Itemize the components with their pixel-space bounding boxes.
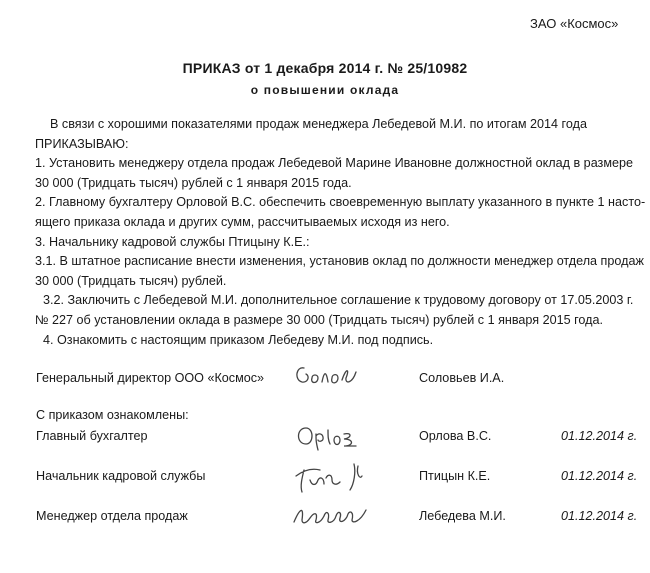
body-line: 2. Главному бухгалтеру Орловой В.С. обеспечить своевременную выплату указанного в пункте 1 насто- <box>35 195 646 210</box>
body-line: 1. Установить менеджеру отдела продаж Лебедевой Марине Ивановне должностной оклад в размере <box>35 156 633 171</box>
director-position: Генеральный директор ООО «Космос» <box>36 371 265 385</box>
body-line: 3. Начальнику кадровой службы Птицыну К.Е.: <box>35 234 310 249</box>
accountant-signature <box>294 420 360 454</box>
ack-date: 01.12.2014 г. <box>561 509 638 523</box>
body-line: 3.1. В штатное расписание внести изменения, установив оклад по должности менеджер отдела продаж <box>35 254 644 269</box>
body-line: 4. Ознакомить с настоящим приказом Лебедеву М.И. под подпись. <box>43 332 434 347</box>
body-line: 3.2. Заключить с Лебедевой М.И. дополнительное соглашение к трудовому договору от 17.05.2003 г. <box>43 293 634 308</box>
ack-name: Птицын К.Е. <box>419 469 491 483</box>
manager-signature <box>290 498 370 532</box>
body-line: В связи с хорошими показателями продаж менеджера Лебедевой М.И. по итогам 2014 года <box>50 117 587 131</box>
company-name: ЗАО «Космос» <box>530 16 619 31</box>
ack-date: 01.12.2014 г. <box>561 469 638 483</box>
order-title: ПРИКАЗ от 1 декабря 2014 г. № 25/10982 <box>182 60 468 76</box>
ack-name: Орлова В.С. <box>419 429 492 443</box>
hr-head-signature <box>290 456 370 496</box>
director-signature <box>290 358 360 394</box>
ack-date: 01.12.2014 г. <box>561 429 638 443</box>
body-line: ящего приказа оклада и других сумм, рассчитываемых исходя из него. <box>35 214 450 229</box>
body-line: ПРИКАЗЫВАЮ: <box>35 136 129 151</box>
order-body <box>35 115 645 350</box>
ack-position: Начальник кадровой службы <box>36 469 206 483</box>
acknowledged-label: С приказом ознакомлены: <box>36 408 189 422</box>
ack-position: Главный бухгалтер <box>36 429 148 443</box>
ack-name: Лебедева М.И. <box>419 509 506 523</box>
body-line: 30 000 (Тридцать тысяч) рублей. <box>35 273 227 288</box>
order-subtitle: о повышении оклада <box>250 83 400 97</box>
body-line: 30 000 (Тридцать тысяч) рублей с 1 января 2015 года. <box>35 175 352 190</box>
director-name: Соловьев И.А. <box>419 371 505 385</box>
body-line: № 227 об установлении оклада в размере 30 000 (Тридцать тысяч) рублей с 1 января 2015 года. <box>35 312 604 327</box>
ack-position: Менеджер отдела продаж <box>36 509 188 523</box>
